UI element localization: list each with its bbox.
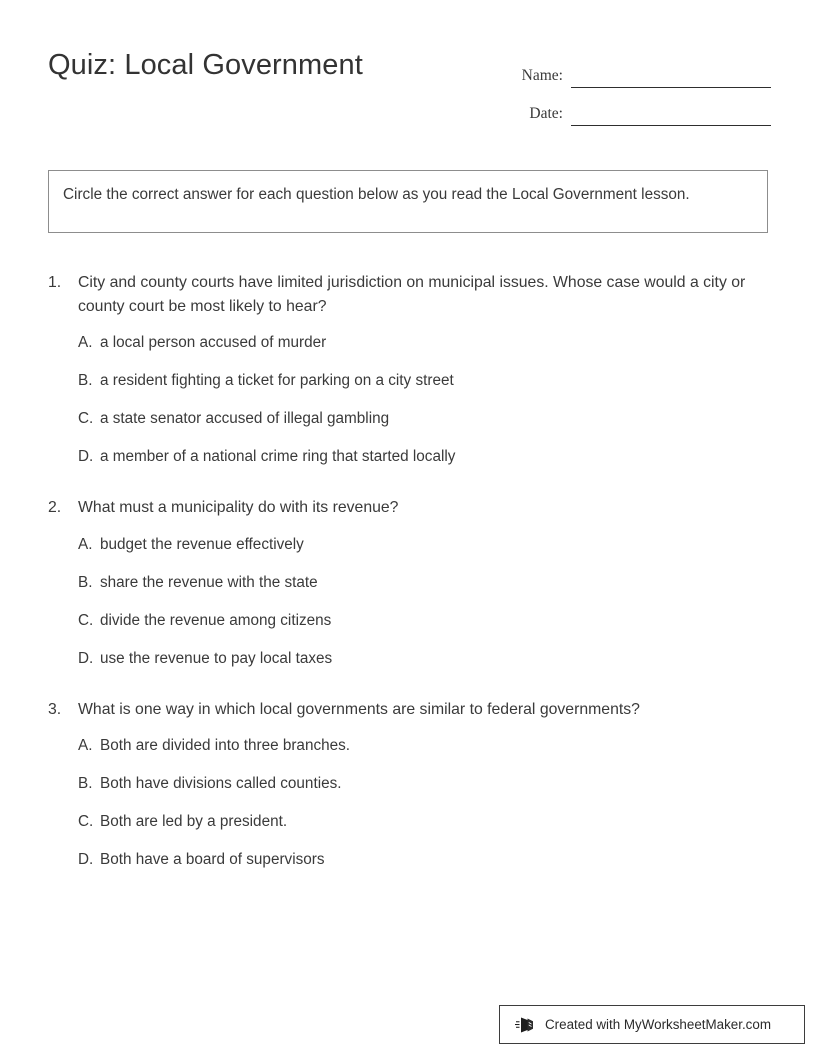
answer-option-letter: A.	[78, 737, 93, 755]
answer-option-text: Both are divided into three branches.	[100, 737, 351, 755]
answer-options	[0, 332, 816, 469]
answer-option-letter: D.	[78, 851, 94, 869]
answer-option-letter: C.	[78, 611, 94, 629]
answer-option[interactable]	[0, 610, 816, 633]
answer-option-letter: B.	[78, 372, 93, 390]
answer-option-text: a state senator accused of illegal gambling	[100, 410, 390, 428]
answer-option-letter: D.	[78, 448, 94, 466]
question-stem	[0, 698, 816, 722]
footer-attribution-text: Created with MyWorksheetMaker.com	[545, 1017, 771, 1032]
answer-option-text: Both have a board of supervisors	[100, 851, 325, 869]
answer-option-text: Both have divisions called counties.	[100, 775, 342, 793]
answer-option-letter: B.	[78, 573, 93, 591]
answer-option-text: share the revenue with the state	[100, 573, 318, 591]
answer-option[interactable]	[0, 408, 816, 431]
answer-option[interactable]	[0, 849, 816, 872]
answer-option-letter: A.	[78, 535, 93, 553]
question-block	[0, 271, 816, 469]
answer-option-text: budget the revenue effectively	[100, 535, 304, 553]
answer-option-text: a resident fighting a ticket for parking on a city street	[100, 372, 454, 390]
date-label: Date:	[529, 105, 563, 122]
answer-option[interactable]	[0, 534, 816, 557]
answer-option-letter: A.	[78, 334, 93, 352]
answer-option-text: use the revenue to pay local taxes	[100, 649, 333, 667]
answer-option[interactable]	[0, 446, 816, 469]
name-input-line[interactable]	[571, 65, 771, 88]
answer-option[interactable]	[0, 370, 816, 393]
date-field-row	[505, 88, 771, 126]
question-stem	[0, 496, 816, 520]
answer-option-text: a member of a national crime ring that started locally	[100, 448, 456, 466]
answer-option-text: Both are led by a president.	[100, 813, 288, 831]
answer-option-letter: C.	[78, 410, 94, 428]
page-header	[0, 0, 816, 140]
question-number: 1.	[48, 274, 62, 291]
answer-option-letter: C.	[78, 813, 94, 831]
answer-option[interactable]	[0, 572, 816, 595]
question-stem	[0, 271, 816, 318]
answer-option-letter: B.	[78, 775, 93, 793]
instructions-box	[48, 170, 768, 233]
name-field-row	[505, 50, 771, 88]
question-block	[0, 698, 816, 872]
worksheet-maker-logo-icon	[514, 1014, 536, 1036]
answer-option-letter: D.	[78, 649, 94, 667]
instructions-text: Circle the correct answer for each question below as you read the Local Government lesson.	[63, 186, 690, 203]
answer-options	[0, 534, 816, 671]
question-block	[0, 496, 816, 670]
answer-option[interactable]	[0, 332, 816, 355]
question-text: What must a municipality do with its revenue?	[78, 499, 399, 517]
answer-options	[0, 735, 816, 872]
answer-option[interactable]	[0, 811, 816, 834]
name-date-fields	[505, 50, 771, 126]
questions-list	[0, 271, 816, 899]
answer-option[interactable]	[0, 773, 816, 796]
page-title: Quiz: Local Government	[48, 49, 363, 81]
question-number: 3.	[48, 700, 62, 718]
answer-option-text: a local person accused of murder	[100, 334, 327, 352]
footer-attribution-badge[interactable]	[499, 1005, 805, 1044]
date-input-line[interactable]	[571, 103, 771, 126]
question-text: City and county courts have limited jurisdiction on municipal issues. Whose case would a city or county court be most likely to hear?	[78, 274, 746, 315]
answer-option[interactable]	[0, 648, 816, 671]
answer-option-text: divide the revenue among citizens	[100, 611, 332, 629]
name-label: Name:	[521, 67, 563, 84]
question-number: 2.	[48, 499, 62, 517]
answer-option[interactable]	[0, 735, 816, 758]
question-text: What is one way in which local governments are similar to federal governments?	[78, 700, 640, 718]
